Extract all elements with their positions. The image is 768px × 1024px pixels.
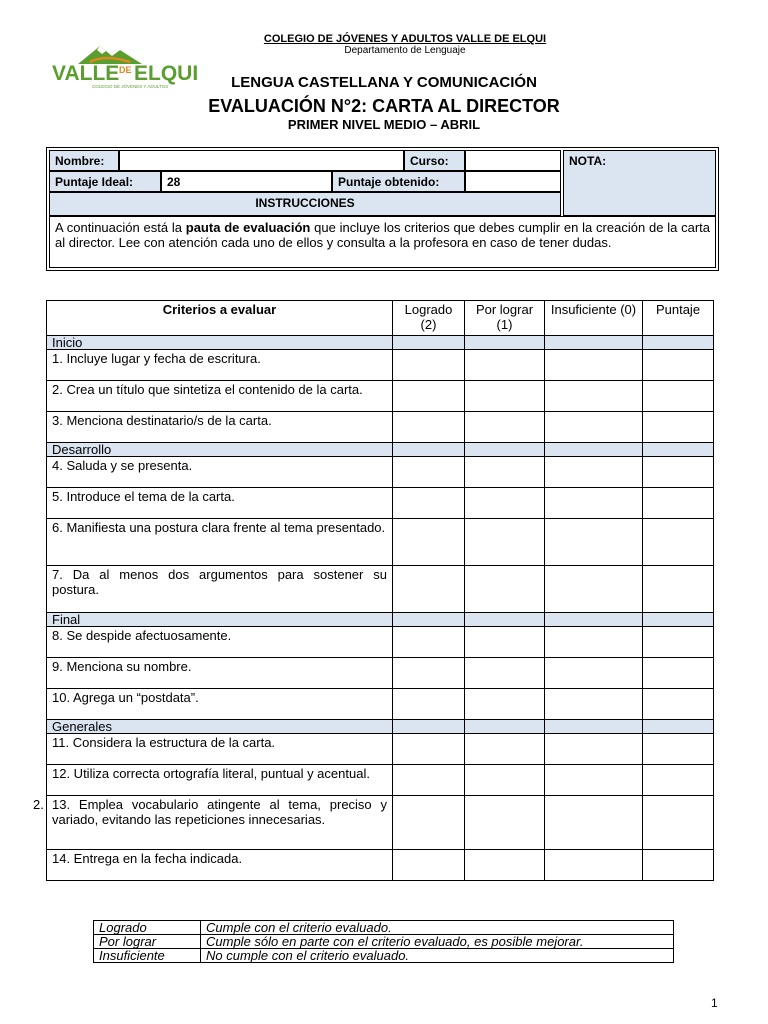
nombre-field[interactable] xyxy=(119,150,404,171)
instructions-text-bold: pauta de evaluación xyxy=(185,220,311,235)
logo-word-valle: VALLE xyxy=(52,62,120,85)
por-lograr-cell[interactable] xyxy=(465,689,545,720)
insuficiente-cell[interactable] xyxy=(545,850,643,881)
criterion-text: 14. Entrega en la fecha indicada. xyxy=(47,850,393,881)
insuficiente-cell[interactable] xyxy=(545,381,643,412)
puntaje-cell[interactable] xyxy=(643,734,714,765)
criterion-text: 13. Emplea vocabulario atingente al tema, preciso y variado, evitando las repeticiones innecesarias. xyxy=(47,796,393,850)
page-number: 1 xyxy=(711,996,718,1010)
legend-desc: No cumple con el criterio evaluado. xyxy=(201,949,674,963)
por-lograr-cell[interactable] xyxy=(465,658,545,689)
rubric-header-row xyxy=(47,301,714,336)
insuficiente-cell[interactable] xyxy=(545,488,643,519)
header-por-lograr: Por lograr (1) xyxy=(465,301,545,336)
table-row xyxy=(47,457,714,488)
logo-word-elqui: ELQUI xyxy=(134,62,199,85)
logrado-cell[interactable] xyxy=(393,566,465,613)
insuficiente-cell[interactable] xyxy=(545,734,643,765)
instrucciones-header: INSTRUCCIONES xyxy=(49,192,561,216)
table-row xyxy=(47,519,714,566)
por-lograr-cell[interactable] xyxy=(465,457,545,488)
insuficiente-cell[interactable] xyxy=(545,519,643,566)
puntaje-cell[interactable] xyxy=(643,850,714,881)
legend-row xyxy=(94,949,674,963)
section-label: Final xyxy=(47,613,393,627)
insuficiente-cell[interactable] xyxy=(545,566,643,613)
table-row xyxy=(47,734,714,765)
section-row-desarrollo xyxy=(47,443,714,457)
table-row xyxy=(47,488,714,519)
por-lograr-cell[interactable] xyxy=(465,734,545,765)
section-row-final xyxy=(47,613,714,627)
puntaje-ideal-label: Puntaje Ideal: xyxy=(49,171,161,192)
legend-desc: Cumple con el criterio evaluado. xyxy=(201,921,674,935)
insuficiente-cell[interactable] xyxy=(545,627,643,658)
puntaje-cell[interactable] xyxy=(643,488,714,519)
header-logrado: Logrado (2) xyxy=(393,301,465,336)
subject-title: LENGUA CASTELLANA Y COMUNICACIÓN xyxy=(231,74,537,91)
por-lograr-cell[interactable] xyxy=(465,412,545,443)
puntaje-cell[interactable] xyxy=(643,412,714,443)
student-info-table xyxy=(46,147,719,271)
logrado-cell[interactable] xyxy=(393,658,465,689)
header-insuficiente: Insuficiente (0) xyxy=(545,301,643,336)
curso-label: Curso: xyxy=(404,150,465,171)
logrado-cell[interactable] xyxy=(393,765,465,796)
logrado-cell[interactable] xyxy=(393,734,465,765)
criterion-text: 3. Menciona destinatario/s de la carta. xyxy=(47,412,393,443)
legend-desc: Cumple sólo en parte con el criterio evaluado, es posible mejorar. xyxy=(201,935,674,949)
insuficiente-cell[interactable] xyxy=(545,658,643,689)
puntaje-cell[interactable] xyxy=(643,765,714,796)
logrado-cell[interactable] xyxy=(393,381,465,412)
legend-term: Por lograr xyxy=(94,935,201,949)
insuficiente-cell[interactable] xyxy=(545,796,643,850)
insuficiente-cell[interactable] xyxy=(545,412,643,443)
table-row xyxy=(47,689,714,720)
table-row xyxy=(47,658,714,689)
por-lograr-cell[interactable] xyxy=(465,381,545,412)
criterion-text: 1. Incluye lugar y fecha de escritura. xyxy=(47,350,393,381)
logo-word-de: DE xyxy=(119,65,132,75)
criterion-text: 9. Menciona su nombre. xyxy=(47,658,393,689)
level-title: PRIMER NIVEL MEDIO – ABRIL xyxy=(287,117,481,132)
por-lograr-cell[interactable] xyxy=(465,519,545,566)
criterion-text: 11. Considera la estructura de la carta. xyxy=(47,734,393,765)
insuficiente-cell[interactable] xyxy=(545,689,643,720)
criterion-text: 4. Saluda y se presenta. xyxy=(47,457,393,488)
nombre-label: Nombre: xyxy=(49,150,119,171)
margin-number: 2. xyxy=(33,797,44,812)
section-label: Generales xyxy=(47,720,393,734)
puntaje-obtenido-field[interactable] xyxy=(465,171,561,192)
criterion-text: 10. Agrega un “postdata”. xyxy=(47,689,393,720)
logrado-cell[interactable] xyxy=(393,796,465,850)
criterion-text: 2. Crea un título que sintetiza el contenido de la carta. xyxy=(47,381,393,412)
insuficiente-cell[interactable] xyxy=(545,457,643,488)
logrado-cell[interactable] xyxy=(393,457,465,488)
puntaje-cell[interactable] xyxy=(643,689,714,720)
logrado-cell[interactable] xyxy=(393,412,465,443)
section-row-inicio xyxy=(47,336,714,350)
puntaje-cell[interactable] xyxy=(643,350,714,381)
table-row xyxy=(47,765,714,796)
puntaje-obtenido-label: Puntaje obtenido: xyxy=(332,171,465,192)
por-lograr-cell[interactable] xyxy=(465,488,545,519)
table-row xyxy=(47,381,714,412)
puntaje-cell[interactable] xyxy=(643,627,714,658)
insuficiente-cell[interactable] xyxy=(545,765,643,796)
puntaje-cell[interactable] xyxy=(643,658,714,689)
criterion-text: 7. Da al menos dos argumentos para sostener su postura. xyxy=(47,566,393,613)
puntaje-ideal-value: 28 xyxy=(161,171,332,192)
header-criterios: Criterios a evaluar xyxy=(47,301,393,336)
puntaje-cell[interactable] xyxy=(643,566,714,613)
legend-table xyxy=(93,920,674,963)
por-lograr-cell[interactable] xyxy=(465,627,545,658)
logrado-cell[interactable] xyxy=(393,850,465,881)
rubric-table xyxy=(46,300,714,881)
logrado-cell[interactable] xyxy=(393,627,465,658)
logrado-cell[interactable] xyxy=(393,488,465,519)
por-lograr-cell[interactable] xyxy=(465,566,545,613)
criterion-text: 12. Utiliza correcta ortografía literal, puntual y acentual. xyxy=(47,765,393,796)
nota-box: NOTA: xyxy=(563,150,716,216)
puntaje-cell[interactable] xyxy=(643,381,714,412)
puntaje-cell[interactable] xyxy=(643,457,714,488)
puntaje-cell[interactable] xyxy=(643,519,714,566)
table-row xyxy=(47,627,714,658)
table-row xyxy=(47,350,714,381)
logrado-cell[interactable] xyxy=(393,350,465,381)
criterion-text: 6. Manifiesta una postura clara frente al tema presentado. xyxy=(47,519,393,566)
por-lograr-cell[interactable] xyxy=(465,765,545,796)
por-lograr-cell[interactable] xyxy=(465,796,545,850)
school-name: COLEGIO DE JÓVENES Y ADULTOS VALLE DE ELQUI xyxy=(263,33,547,45)
evaluation-title: EVALUACIÓN N°2: CARTA AL DIRECTOR xyxy=(208,96,560,116)
por-lograr-cell[interactable] xyxy=(465,350,545,381)
logrado-cell[interactable] xyxy=(393,519,465,566)
instructions-text-part-1: A continuación está la xyxy=(55,220,186,235)
section-label: Desarrollo xyxy=(47,443,393,457)
insuficiente-cell[interactable] xyxy=(545,350,643,381)
table-row xyxy=(47,412,714,443)
section-label: Inicio xyxy=(47,336,393,350)
curso-field[interactable] xyxy=(465,150,561,171)
legend-term: Logrado xyxy=(94,921,201,935)
instructions-text-part-2: que incluye los criterios que debes cumplir en la creación de la carta al director. Lee con atención cada uno de ellos y consulta a la profesora en caso de tener dudas. xyxy=(55,220,710,250)
logo-tagline: COLEGIO DE JÓVENES Y ADULTOS xyxy=(92,84,169,89)
logrado-cell[interactable] xyxy=(393,689,465,720)
legend-term: Insuficiente xyxy=(94,949,201,963)
table-row xyxy=(47,796,714,850)
legend-row xyxy=(94,935,674,949)
legend-row xyxy=(94,921,674,935)
criterion-text: 5. Introduce el tema de la carta. xyxy=(47,488,393,519)
section-row-generales xyxy=(47,720,714,734)
puntaje-cell[interactable] xyxy=(643,796,714,850)
table-row xyxy=(47,566,714,613)
department-name: Departamento de Lenguaje xyxy=(344,45,466,56)
table-row xyxy=(47,850,714,881)
criterion-text: 8. Se despide afectuosamente. xyxy=(47,627,393,658)
por-lograr-cell[interactable] xyxy=(465,850,545,881)
instructions-text xyxy=(49,216,716,268)
header-puntaje: Puntaje xyxy=(643,301,714,336)
